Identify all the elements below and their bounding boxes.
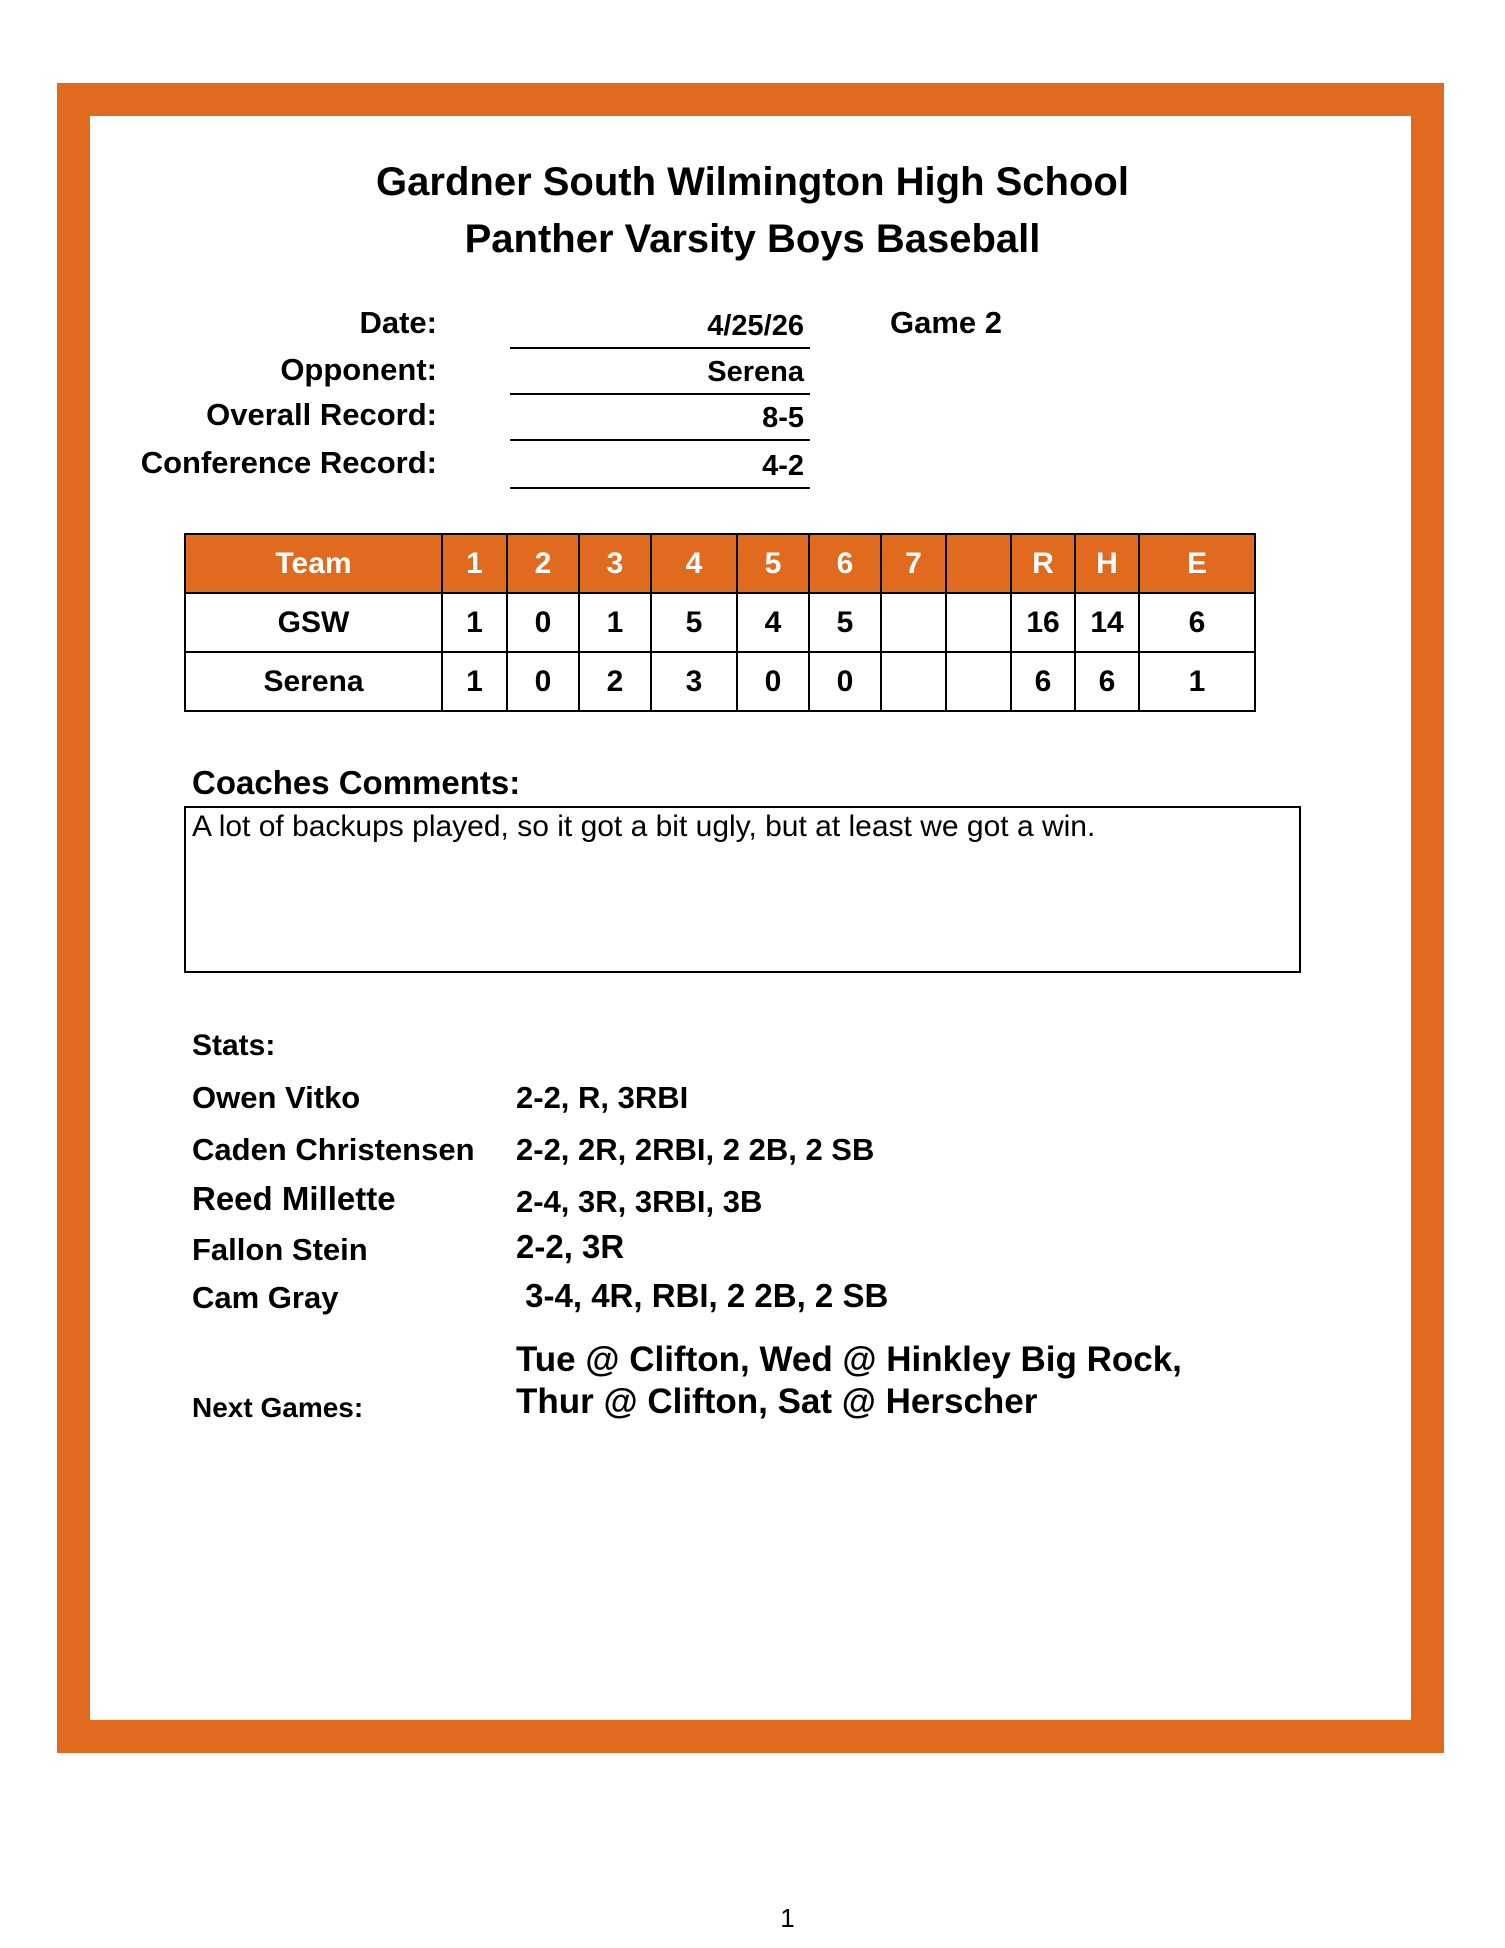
inning-score: 1 (579, 593, 651, 652)
header-extra (946, 534, 1011, 593)
stats-label: Stats: (192, 1029, 276, 1062)
player-name: Fallon Stein (192, 1232, 368, 1267)
team-name: Serena (185, 652, 442, 711)
game-label: Game 2 (890, 305, 1003, 340)
overall-record-label: Overall Record: (206, 397, 437, 432)
header-inning-3: 3 (579, 534, 651, 593)
inning-score: 5 (651, 593, 737, 652)
school-title: Gardner South Wilmington High School (376, 160, 1129, 204)
inning-score: 0 (507, 652, 579, 711)
runs-total: 16 (1011, 593, 1075, 652)
header-team: Team (185, 534, 442, 593)
header-inning-1: 1 (442, 534, 507, 593)
inning-score (946, 593, 1011, 652)
date-label: Date: (359, 305, 437, 340)
player-stat-line: 2-4, 3R, 3RBI, 3B (516, 1184, 763, 1219)
player-stat-line: 2-2, R, 3RBI (516, 1080, 689, 1115)
player-name: Cam Gray (192, 1280, 339, 1315)
player-stat-line: 2-2, 2R, 2RBI, 2 2B, 2 SB (516, 1132, 875, 1167)
inning-score: 5 (809, 593, 881, 652)
header-inning-6: 6 (809, 534, 881, 593)
inning-score: 1 (442, 593, 507, 652)
header-inning-2: 2 (507, 534, 579, 593)
date-value: 4/25/26 (510, 303, 810, 349)
hits-total: 6 (1075, 652, 1139, 711)
next-games-label: Next Games: (192, 1392, 364, 1423)
page-number: 1 (780, 1903, 795, 1933)
inning-score: 0 (507, 593, 579, 652)
overall-record-value: 8-5 (510, 395, 810, 441)
player-stat-line: 3-4, 4R, RBI, 2 2B, 2 SB (516, 1277, 889, 1314)
header-errors: E (1139, 534, 1255, 593)
hits-total: 14 (1075, 593, 1139, 652)
inning-score (881, 652, 946, 711)
inning-score: 0 (737, 652, 809, 711)
player-stat-line: 2-2, 3R (516, 1228, 625, 1265)
conference-record-value: 4-2 (510, 443, 810, 489)
header-runs: R (1011, 534, 1075, 593)
player-name: Reed Millette (192, 1180, 396, 1217)
inning-score: 1 (442, 652, 507, 711)
errors-total: 6 (1139, 593, 1255, 652)
header-inning-7: 7 (881, 534, 946, 593)
linescore-row-gsw (185, 593, 1255, 652)
team-title: Panther Varsity Boys Baseball (464, 217, 1041, 261)
coaches-comments-box: A lot of backups played, so it got a bit ugly, but at least we got a win. (184, 806, 1301, 973)
player-name: Owen Vitko (192, 1080, 361, 1115)
inning-score: 2 (579, 652, 651, 711)
runs-total: 6 (1011, 652, 1075, 711)
conference-record-label: Conference Record: (140, 445, 437, 480)
coaches-comments-label: Coaches Comments: (192, 764, 521, 801)
header-inning-5: 5 (737, 534, 809, 593)
inning-score: 4 (737, 593, 809, 652)
header-hits: H (1075, 534, 1139, 593)
next-games-line-1: Tue @ Clifton, Wed @ Hinkley Big Rock, (516, 1340, 1182, 1379)
next-games-line-2: Thur @ Clifton, Sat @ Herscher (516, 1382, 1038, 1421)
opponent-label: Opponent: (280, 352, 437, 387)
linescore-row-serena (185, 652, 1255, 711)
inning-score (881, 593, 946, 652)
header-inning-4: 4 (651, 534, 737, 593)
errors-total: 1 (1139, 652, 1255, 711)
inning-score: 0 (809, 652, 881, 711)
inning-score (946, 652, 1011, 711)
player-name: Caden Christensen (192, 1132, 475, 1167)
opponent-value: Serena (510, 349, 810, 395)
linescore-header-row (185, 534, 1255, 593)
linescore-table (184, 533, 1256, 712)
inning-score: 3 (651, 652, 737, 711)
team-name: GSW (185, 593, 442, 652)
